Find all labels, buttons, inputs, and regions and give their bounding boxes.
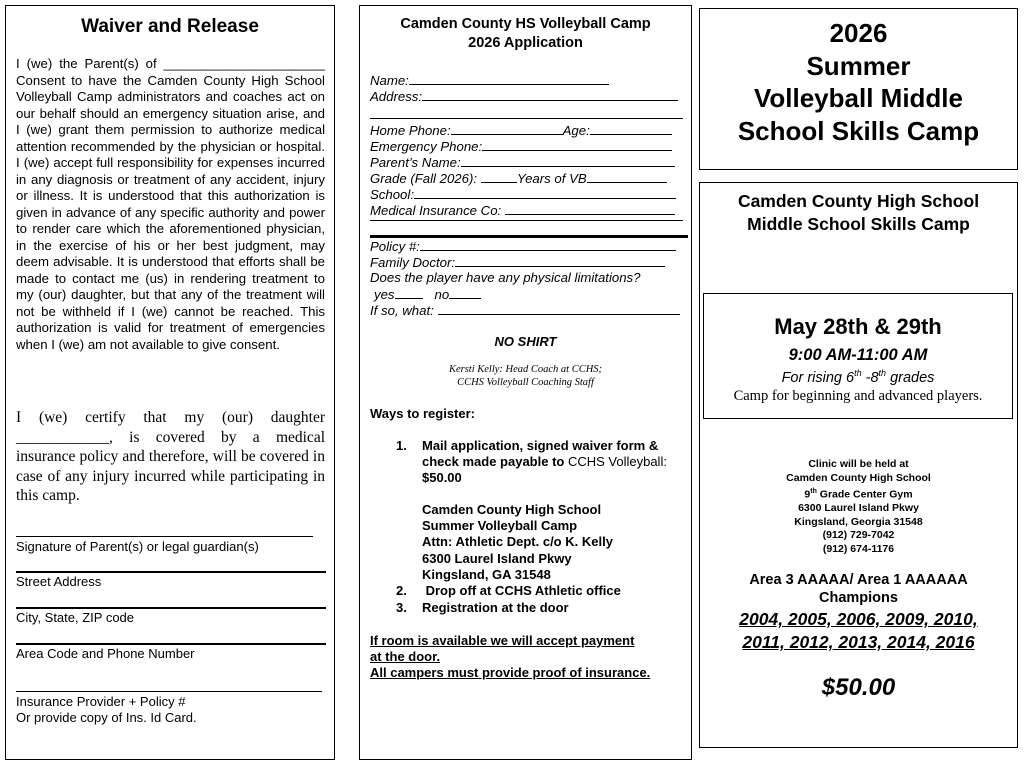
insurance-certification-paragraph: I (we) certify that my (our) daughter ____________, is covered by a medical insurance policy and therefore, will be covered in case of any injury incurred while participating in this camp. — [16, 409, 325, 504]
payment-note-line2: at the door. — [370, 649, 441, 664]
yes-label: yes — [374, 287, 395, 302]
option2-number: 2. — [396, 583, 407, 598]
phone-label: Area Code and Phone Number — [16, 646, 195, 661]
camp-dates: May 28th & 29th — [774, 314, 942, 339]
mail-line: Attn: Athletic Dept. c/o K. Kelly — [422, 534, 613, 550]
address-field[interactable] — [370, 88, 678, 105]
medical-insurance-field[interactable] — [370, 202, 675, 219]
school-field[interactable] — [370, 186, 676, 203]
option2-text: Drop off at CCHS Athletic office — [422, 583, 621, 598]
date-time-box — [703, 293, 1013, 419]
grade-label: Grade (Fall 2026): — [370, 171, 478, 186]
camp-time: 9:00 AM-11:00 AM — [788, 346, 928, 364]
name-label: Name: — [370, 73, 409, 88]
school-label: School: — [370, 187, 414, 202]
insurance-label: Insurance Provider + Policy # — [16, 694, 186, 709]
policy-field[interactable] — [370, 238, 676, 255]
clinic-phone: (912) 674-1176 — [822, 543, 895, 556]
grades-text: For rising 6 — [781, 369, 855, 386]
street-address-label: Street Address — [16, 574, 102, 589]
clinic-grade: 9 — [804, 488, 811, 501]
waiver-paragraph: I (we) the Parent(s) of ______________________ Consent to have the Camden County High School Volleyball Camp administrators and coaches act on our behalf should an emergency situation arise, and I (we) grant them permission to authorize medical attention recommended by the physician or hospital. I (we) accept full responsibility for expenses incurred in any diagnosis or treatment of any accident, injury or illness. It is understood that this authorization is given in advance of any specific authority and power to render care which the aforementioned physician, in the exercise of his or her best judgment, may deem advisable. It is understood that efforts shall be made to contact me (us) in rendering treatment to my (our) daughter, but that any of the treatment will not be withheld if I (we) cannot be reached. This authorization is valid for treatment of emergencies when I (we) am not available to give consent. — [16, 56, 325, 352]
medical-insurance-label: Medical Insurance Co: — [370, 203, 502, 218]
grades-sup: th — [878, 368, 887, 378]
no-label: no — [434, 287, 450, 302]
waiver-panel — [5, 5, 335, 760]
clinic-location — [699, 458, 1018, 557]
street-line[interactable] — [16, 571, 326, 573]
mail-line: Camden County High School — [422, 502, 602, 517]
option3-number: 3. — [396, 600, 407, 615]
city-line[interactable] — [16, 607, 326, 609]
parent-name-field[interactable] — [370, 154, 675, 171]
option1-text — [422, 438, 667, 487]
limitations-question: Does the player have any physical limitations? — [370, 270, 641, 285]
medical-insurance-line2[interactable] — [370, 220, 683, 221]
option1-payee: CCHS Volleyball: — [567, 454, 667, 470]
home-phone-field[interactable] — [370, 122, 672, 139]
champions-line: Champions — [819, 590, 898, 606]
mail-line: Summer Volleyball Camp — [422, 518, 578, 534]
option3-text: Registration at the door — [422, 600, 569, 615]
years-line: 2011, 2012, 2013, 2014, 2016 — [742, 632, 975, 652]
clinic-line — [699, 485, 1018, 502]
camp-title-line: 2026 — [829, 18, 888, 48]
parent-name-label: Parent’s Name: — [370, 155, 461, 170]
age-label: Age: — [562, 123, 590, 138]
grades-sup: th — [854, 368, 862, 378]
mail-line: 6300 Laurel Island Pkwy — [422, 550, 572, 566]
championship-years — [699, 608, 1018, 654]
clinic-sup: th — [810, 488, 817, 496]
home-phone-label: Home Phone: — [370, 123, 451, 138]
address-line2[interactable] — [370, 118, 683, 119]
yes-no-field[interactable] — [374, 286, 481, 303]
option1-line2-a: check made payable to — [422, 454, 568, 470]
camp-title-box — [699, 8, 1018, 170]
camp-title-line: Summer — [806, 50, 911, 81]
champions-line: Area 3 AAAAA/ Area 1 AAAAAA — [749, 572, 968, 588]
no-shirt-note: NO SHIRT — [494, 334, 557, 349]
years-vb-label: Years of VB — [517, 171, 587, 186]
phone-line[interactable] — [16, 643, 326, 645]
camp-title-line: School Skills Camp — [737, 115, 980, 146]
signature-label: Signature of Parent(s) or legal guardian(s) — [16, 539, 259, 554]
option1-line1: Mail application, signed waiver form & — [422, 438, 659, 453]
family-doctor-field[interactable] — [370, 254, 665, 271]
insurance-proof-note: All campers must provide proof of insurance. — [370, 665, 651, 680]
payment-note-line1: If room is available we will accept payment — [370, 633, 635, 648]
emergency-phone-field[interactable] — [370, 138, 672, 155]
application-title — [360, 15, 691, 53]
camp-grades — [704, 368, 1012, 386]
if-so-label: If so, what: — [370, 303, 434, 318]
insurance-line[interactable] — [16, 691, 322, 692]
coach-line1: Kersti Kelly: Head Coach at CCHS; — [448, 364, 603, 375]
clinic-line: Clinic will be held at — [808, 458, 909, 470]
camp-title-line: Volleyball Middle — [753, 83, 963, 113]
school-heading — [700, 190, 1017, 236]
school-heading-line: Middle School Skills Camp — [747, 214, 970, 234]
clinic-gym: Grade Center Gym — [816, 488, 913, 501]
if-so-field[interactable] — [370, 302, 680, 319]
years-line: 2004, 2005, 2006, 2009, 2010, — [739, 609, 978, 629]
application-title-line1: Camden County HS Volleyball Camp — [400, 16, 651, 32]
clinic-line: Kingsland, Georgia 31548 — [794, 515, 923, 528]
insurance-note: Or provide copy of Ins. Id Card. — [16, 710, 197, 725]
camp-title — [700, 17, 1017, 147]
option1-price: $50.00 — [422, 470, 462, 486]
coach-credit — [360, 363, 691, 389]
coach-line2: CCHS Volleyball Coaching Staff — [457, 377, 594, 388]
application-title-line2: 2026 Application — [468, 35, 583, 51]
signature-line[interactable] — [16, 536, 313, 537]
clinic-line: 6300 Laurel Island Pkwy — [798, 502, 919, 515]
name-field[interactable] — [370, 72, 609, 89]
application-panel — [359, 5, 692, 760]
mailing-address — [422, 502, 613, 583]
champions-heading — [699, 571, 1018, 607]
grades-text: -8 — [861, 369, 879, 386]
grades-text: grades — [886, 369, 935, 386]
family-doctor-label: Family Doctor: — [370, 255, 455, 270]
waiver-heading: Waiver and Release — [81, 16, 259, 37]
school-heading-line: Camden County High School — [737, 191, 980, 211]
emergency-phone-label: Emergency Phone: — [370, 139, 483, 154]
camp-price: $50.00 — [821, 674, 896, 701]
option1-number: 1. — [396, 438, 407, 453]
ways-to-register-heading: Ways to register: — [370, 406, 475, 421]
grade-field[interactable] — [370, 170, 667, 187]
city-state-zip-label: City, State, ZIP code — [16, 610, 135, 625]
address-label: Address: — [370, 89, 423, 104]
clinic-line: Camden County High School — [786, 471, 931, 484]
policy-label: Policy #: — [370, 239, 420, 254]
mail-line: Kingsland, GA 31548 — [422, 566, 551, 582]
option1-line2 — [422, 454, 667, 470]
clinic-phone: (912) 729-7042 — [822, 529, 895, 542]
camp-levels: Camp for beginning and advanced players. — [733, 388, 983, 404]
